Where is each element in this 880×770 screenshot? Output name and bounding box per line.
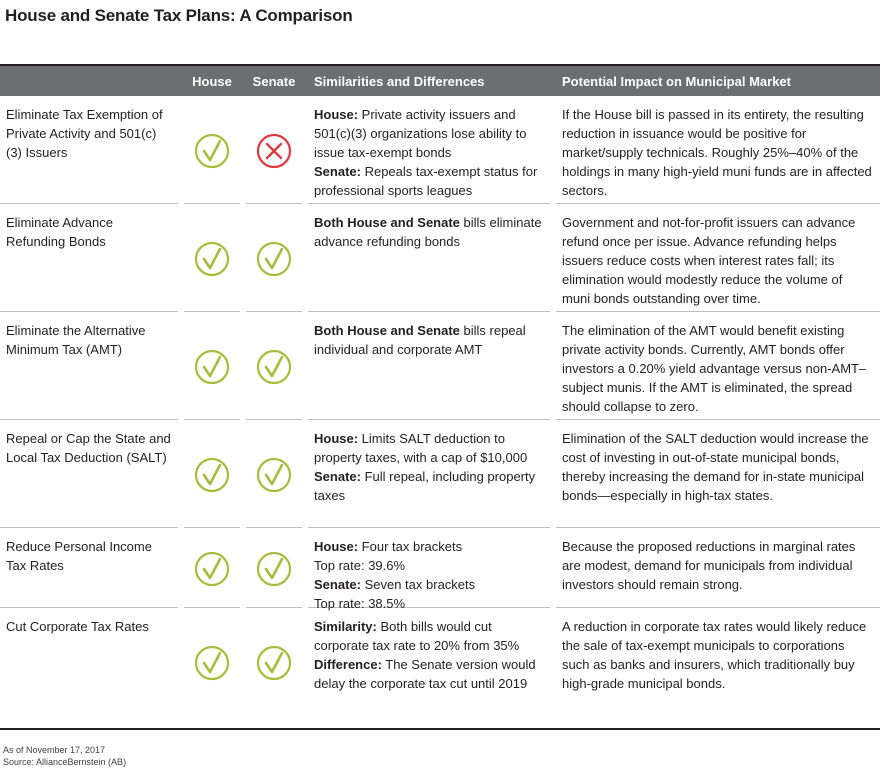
- similarity-text: Four tax brackets: [358, 539, 463, 554]
- proposal-cell: [0, 101, 178, 204]
- proposal-cell: [0, 209, 178, 312]
- similarity-text: Full repeal, including property taxes: [314, 469, 536, 503]
- similarity-item: [314, 467, 544, 505]
- proposal-text: Reduce Personal Income Tax Rates: [6, 539, 152, 573]
- impact-cell: [556, 613, 880, 714]
- proposal-cell: [0, 425, 178, 528]
- similarity-text: bills repeal individual and corporate AMT: [314, 323, 526, 357]
- proposal-text: Eliminate the Alternative Minimum Tax (AMT): [6, 323, 146, 357]
- page-title: House and Senate Tax Plans: A Comparison: [5, 6, 353, 25]
- impact-text: Because the proposed reductions in marginal rates are modest, demand for municipals from individual investors should remain strong.: [562, 539, 856, 592]
- similarities-cell: [308, 101, 550, 204]
- similarity-item: [314, 617, 544, 655]
- check-icon: [194, 551, 230, 587]
- similarity-label: Senate:: [314, 577, 361, 592]
- table-row: [0, 528, 880, 608]
- similarity-text: Seven tax brackets: [360, 577, 476, 592]
- similarity-label: House:: [314, 107, 359, 122]
- senate-cell: [246, 101, 302, 204]
- similarity-text: Repeals tax-exempt status for professional sports leagues: [314, 164, 538, 198]
- house-cell: [184, 209, 240, 312]
- house-cell: [184, 317, 240, 420]
- similarity-label: Similarity:: [314, 619, 377, 634]
- similarities-cell: [308, 209, 550, 312]
- house-cell: [184, 425, 240, 528]
- similarity-text: Both bills would cut corporate tax rate to 20% from 35%: [314, 619, 520, 653]
- footnote-date: As of November 17, 2017: [3, 745, 106, 755]
- similarity-item: [314, 575, 544, 594]
- similarity-item: [314, 162, 544, 200]
- header-impact: Potential Impact on Municipal Market: [556, 64, 880, 96]
- check-icon: [194, 133, 230, 169]
- similarity-text: The Senate version would delay the corporate tax cut until 2019: [314, 657, 536, 691]
- proposal-text: Eliminate Tax Exemption of Private Activity and 501(c)(3) Issuers: [6, 107, 163, 160]
- similarity-item: [314, 105, 544, 162]
- similarity-item: [314, 213, 544, 251]
- house-cell: [184, 533, 240, 608]
- impact-text: The elimination of the AMT would benefit existing private activity bonds. Currently, AMT bonds offer investors a 0.20% yield advantage versus non-AMT–subject munis. If the AMT is eliminated, the spread should collapse to zero.: [562, 323, 867, 414]
- check-icon: [194, 645, 230, 681]
- table-row: [0, 204, 880, 312]
- similarity-label: Difference:: [314, 657, 382, 672]
- similarities-cell: [308, 317, 550, 420]
- table-row: [0, 96, 880, 204]
- proposal-text: Repeal or Cap the State and Local Tax Deduction (SALT): [6, 431, 171, 465]
- similarity-label: Both House and Senate: [314, 323, 460, 338]
- impact-text: Elimination of the SALT deduction would increase the cost of investing in out-of-state municipal bonds, thereby increasing the demand for in-state municipal bonds—especially in high-tax states.: [562, 431, 869, 503]
- table-row: [0, 420, 880, 528]
- impact-text: If the House bill is passed in its entirety, the resulting reduction in issuance would be positive for market/supply technicals. Roughly 25%–40% of the holdings in many high-yield muni funds are in affected sectors.: [562, 107, 872, 198]
- header-similarities: Similarities and Differences: [308, 64, 550, 96]
- proposal-cell: [0, 613, 178, 714]
- similarity-text: Private activity issuers and 501(c)(3) organizations lose ability to issue tax-exempt bonds: [314, 107, 527, 160]
- check-icon: [194, 457, 230, 493]
- house-cell: [184, 613, 240, 714]
- table-bottom-rule: [0, 728, 880, 730]
- proposal-text: Cut Corporate Tax Rates: [6, 619, 149, 634]
- impact-cell: [556, 533, 880, 608]
- similarities-cell: [308, 613, 550, 714]
- comparison-table: [0, 64, 880, 714]
- similarity-text: Limits SALT deduction to property taxes, with a cap of $10,000: [314, 431, 528, 465]
- proposal-text: Eliminate Advance Refunding Bonds: [6, 215, 113, 249]
- check-icon: [194, 349, 230, 385]
- senate-cell: [246, 533, 302, 608]
- similarity-label: House:: [314, 539, 359, 554]
- proposal-cell: [0, 317, 178, 420]
- similarity-subtext: Top rate: 38.5%: [314, 596, 406, 611]
- impact-text: Government and not-for-profit issuers can advance refund once per issue. Advance refunding helps issuers reduce costs when interest rates fall; its elimination would modestly reduce the volume of muni bonds outstanding over time.: [562, 215, 856, 306]
- similarity-label: Senate:: [314, 469, 361, 484]
- header-house: House: [184, 64, 240, 96]
- header-row: [0, 64, 880, 96]
- similarity-label: Senate:: [314, 164, 361, 179]
- similarity-item: [314, 429, 544, 467]
- senate-cell: [246, 613, 302, 714]
- similarity-label: Both House and Senate: [314, 215, 460, 230]
- similarity-item: [314, 537, 544, 556]
- house-cell: [184, 101, 240, 204]
- impact-cell: [556, 101, 880, 204]
- check-icon: [194, 241, 230, 277]
- header-senate: Senate: [246, 64, 302, 96]
- similarity-label: House:: [314, 431, 359, 446]
- footnote: [3, 744, 126, 768]
- similarity-item: [314, 321, 544, 359]
- senate-cell: [246, 425, 302, 528]
- similarity-item: [314, 655, 544, 693]
- table-row: [0, 608, 880, 714]
- check-icon: [256, 457, 292, 493]
- impact-cell: [556, 425, 880, 528]
- similarity-text: bills eliminate advance refunding bonds: [314, 215, 542, 249]
- impact-cell: [556, 317, 880, 420]
- table-row: [0, 312, 880, 420]
- cross-icon: [256, 133, 292, 169]
- check-icon: [256, 349, 292, 385]
- header-proposal: [0, 64, 178, 96]
- senate-cell: [246, 317, 302, 420]
- impact-cell: [556, 209, 880, 312]
- proposal-cell: [0, 533, 178, 608]
- similarities-cell: [308, 425, 550, 528]
- check-icon: [256, 551, 292, 587]
- check-icon: [256, 241, 292, 277]
- senate-cell: [246, 209, 302, 312]
- impact-text: A reduction in corporate tax rates would likely reduce the sale of tax-exempt municipals to corporations such as banks and insurers, which traditionally buy high-grade municipal bonds.: [562, 619, 867, 691]
- similarity-subtext: Top rate: 39.6%: [314, 558, 406, 573]
- similarities-cell: [308, 533, 550, 611]
- check-icon: [256, 645, 292, 681]
- footnote-source: Source: AllianceBernstein (AB): [3, 757, 127, 767]
